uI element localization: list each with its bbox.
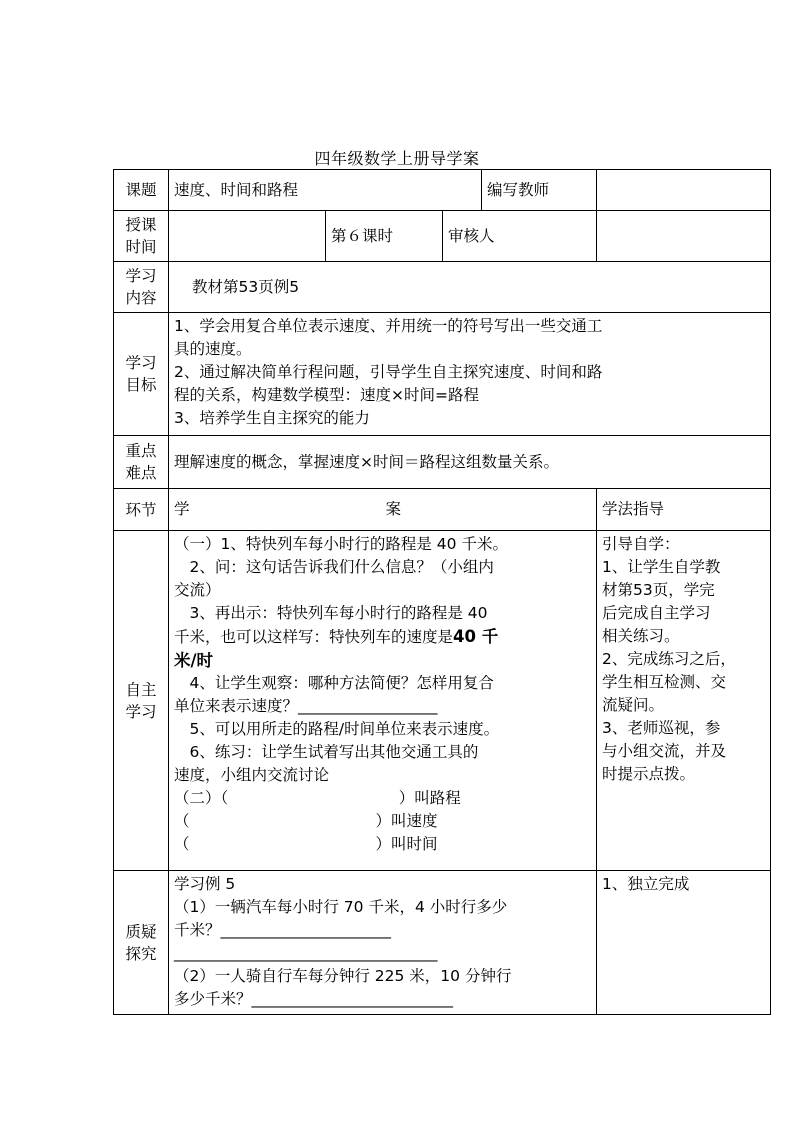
self-study-content: （一）1、特快列车每小时行的路程是 40 千米。 2、问：这句话告诉我们什么信息？（小组内 交流） 3、再出示：特快列车每小时行的路程是 40 千米，也可以这样写：特快列车的速度是40 千 米/时 4、让学生观察：哪种方法简便？怎样用复合 单位来表示速度？__________________ 5、可以用所走的路程/时间单位来表示速度。 6、练习：让学生试着写出其他交通工具的 速度，小组内交流讨论 （二）（ ）叫路程 （ ）叫速度 （ ）叫时间 [169, 531, 597, 871]
study-plan-header: 学 案 [169, 489, 597, 531]
author-teacher-value [597, 170, 771, 211]
class-time-label: 授课 时间 [114, 211, 169, 262]
key-points-label: 重点 难点 [114, 436, 169, 489]
lesson-plan-table [113, 169, 771, 1015]
objectives-label: 学习 目标 [114, 313, 169, 436]
author-teacher-label: 编写教师 [482, 170, 597, 211]
class-time-value [169, 211, 326, 262]
row-inquiry [114, 871, 771, 1015]
row-objectives [114, 313, 771, 436]
row-content [114, 262, 771, 313]
row-key-points [114, 436, 771, 489]
reviewer-value [597, 211, 771, 262]
content-value: 教材第53页例5 [169, 262, 771, 313]
method-guide-header: 学法指导 [597, 489, 771, 531]
self-study-label: 自主 学习 [114, 531, 169, 871]
row-section-header [114, 489, 771, 531]
speed-emphasis: 40 千 [453, 627, 499, 646]
inquiry-content: 学习例 5 （1）一辆汽车每小时行 70 千米，4 小时行多少 千米？______________________ __________________________________ （2）一人骑自行车每分钟行 225 米，10 分钟行 多少千米？__________________________ [169, 871, 597, 1015]
topic-value: 速度、时间和路程 [169, 170, 482, 211]
page-title: 四年级数学上册导学案 [314, 149, 480, 168]
inquiry-guide: 1、独立完成 [597, 871, 771, 1015]
key-points-text: 理解速度的概念，掌握速度×时间＝路程这组数量关系。 [169, 436, 771, 489]
section-label: 环节 [114, 489, 169, 531]
content-label: 学习 内容 [114, 262, 169, 313]
row-class-time [114, 211, 771, 262]
row-self-study [114, 531, 771, 871]
lesson-number: 第６课时 [326, 211, 443, 262]
objectives-text: 1、学会用复合单位表示速度、并用统一的符号写出一些交通工 具的速度。 2、通过解决简单行程问题，引导学生自主探究速度、时间和路 程的关系，构建数学模型：速度×时间=路程 3、培养学生自主探究的能力 [169, 313, 771, 436]
reviewer-label: 审核人 [443, 211, 597, 262]
inquiry-label: 质疑 探究 [114, 871, 169, 1015]
self-study-guide: 引导自学： 1、让学生自学教 材第53页，学完 后完成自主学习 相关练习。 2、完成练习之后， 学生相互检测、交 流疑问。 3、老师巡视，参 与小组交流，并及 时提示点拨。 [597, 531, 771, 871]
topic-label: 课题 [114, 170, 169, 211]
row-topic [114, 170, 771, 211]
